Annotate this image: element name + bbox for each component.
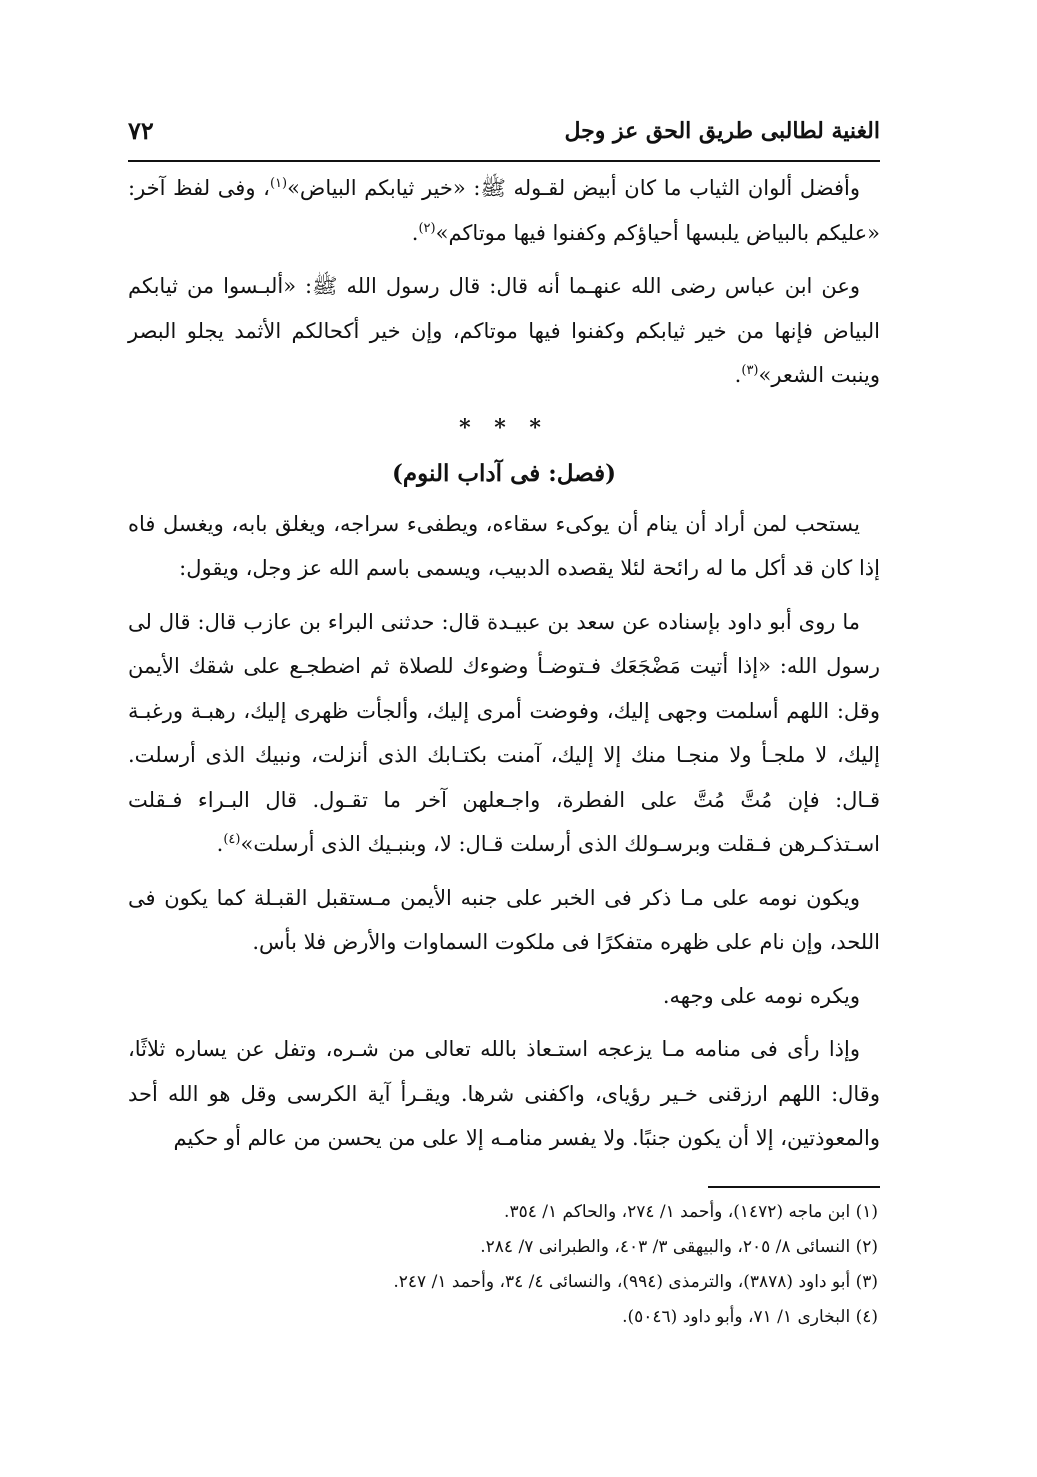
paragraph-text: ، وفى لفظ آخر: «عليكم بالبياض يلبسها أحياؤكم وكفنوا فيها موتاكم» (128, 176, 880, 245)
paragraph-bad-dream (128, 1027, 880, 1161)
paragraph-text: يستحب لمن أراد أن ينام أن يوكىء سقاءه، ويطفىء سراجه، ويغلق بابه، ويغسل فاه إذا كان قد أكل ما له رائحة لئلا يقصده الدبيب، ويسمى باسم الله عز وجل، ويقول: (128, 511, 880, 580)
paragraph-white-clothes (128, 166, 880, 255)
paragraph-hadith-bara (128, 600, 880, 867)
paragraph-disliked-position (128, 974, 880, 1019)
footnote-ref: (١) (269, 176, 288, 191)
footnote-ref: (٢) (418, 220, 436, 236)
main-text (128, 166, 880, 1170)
paragraph-text: ما روى أبو داود بإسناده عن سعد بن عبيـدة قال: حدثنى البراء بن عازب قال: قال لى رسول الله: «إذا أتيت مَضْجَعَك فـتوضـأ وضوءك للصلاة ثم اضطجـع على شقك الأيمن وقل: اللهم أسلمت وجهى إليك، وفوضت أمرى إليك، وألجأت ظهرى إليك، رهبـة ورغبـة إليك، لا ملجـأ ولا منجـا منك إلا إليك، آمنت بكتـابك الذى أنزلت، ونبيك الذى أرسلت. قـال: فإن مُتَّ مُتَّ على الفطرة، واجـعلهن آخر ما تقـول. قال البـراء فـقلت اسـتذكـرهن فـقلت وبرسـولك الذى أرسلت قـال: لا، وبنبـيك الذى أرسلت» (128, 609, 880, 856)
header-divider (128, 160, 880, 162)
footnote-3: (٣) أبو داود (٣٨٧٨)، والترمذى (٩٩٤)، والنسائى ٤/ ٣٤، وأحمد ١/ ٢٤٧. (393, 1272, 878, 1292)
footnote-1: (١) ابن ماجه (١٤٧٢)، وأحمد ١/ ٢٧٤، والحاكم ١/ ٣٥٤. (504, 1202, 878, 1222)
paragraph-text: وعن ابن عباس رضى الله عنهـما أنه قال: قال رسول الله ﷺ: «ألبـسوا من ثيابكم البياض فإنها من خير ثيابكم وكفنوا فيها موتاكم، وإن خير أكحالكم الأثمد يجلو البصر وينبت الشعر» (128, 274, 880, 387)
paragraph-text: . (216, 832, 224, 856)
paragraph-text: . (734, 363, 742, 387)
footnote-ref: (٤) (223, 832, 241, 847)
page-number: ٧٢ (128, 116, 154, 145)
footnote-2: (٢) النسائى ٨/ ٢٠٥، والبيهقى ٣/ ٤٠٣، والطبرانى ٧/ ٢٨٤. (480, 1237, 878, 1257)
paragraph-sleep-etiquette (128, 502, 880, 591)
running-header (128, 112, 880, 152)
book-title: الغنية لطالبى طريق الحق عز وجل (564, 118, 880, 144)
section-heading: (فصل: فى آداب النوم) (392, 459, 616, 487)
footnote-4: (٤) البخارى ١/ ٧١، وأبو داود (٥٠٤٦). (622, 1307, 878, 1327)
footnote-divider (708, 1186, 880, 1188)
footnotes (128, 1195, 880, 1335)
paragraph-text: وإذا رأى فى منامه مـا يزعجه استـعاذ بالله تعالى من شـره، وتفل عن يساره ثلاثًا، وقال: اللهم ارزقنى خـير رؤياى، واكفنى شرها. ويقـرأ آية الكرسى وقل هو الله أحد والمعوذتين، إلا أن يكون جنبًا. ولا يفسر منامـه إلا على من يحسن من عالم أو حكيم (128, 1037, 880, 1150)
paragraph-text: وأفضل ألوان الثياب ما كان أبيض لقـوله ﷺ: «خير ثيابكم البياض» (287, 176, 861, 200)
footnote-ref: (٣) (741, 363, 759, 378)
section-separator: * * * (459, 414, 549, 441)
paragraph-ibn-abbas (128, 264, 880, 398)
paragraph-text: . (411, 220, 419, 245)
paragraph-sleep-position (128, 876, 880, 965)
paragraph-text: ويكره نومه على وجهه. (662, 983, 860, 1008)
paragraph-text: ويكون نومه على مـا ذكر فى الخبر على جنبه الأيمن مـستقبل القبـلة كما يكون فى اللحد، وإن نام على ظهره متفكرًا فى ملكوت السماوات والأرض فلا بأس. (128, 885, 880, 954)
